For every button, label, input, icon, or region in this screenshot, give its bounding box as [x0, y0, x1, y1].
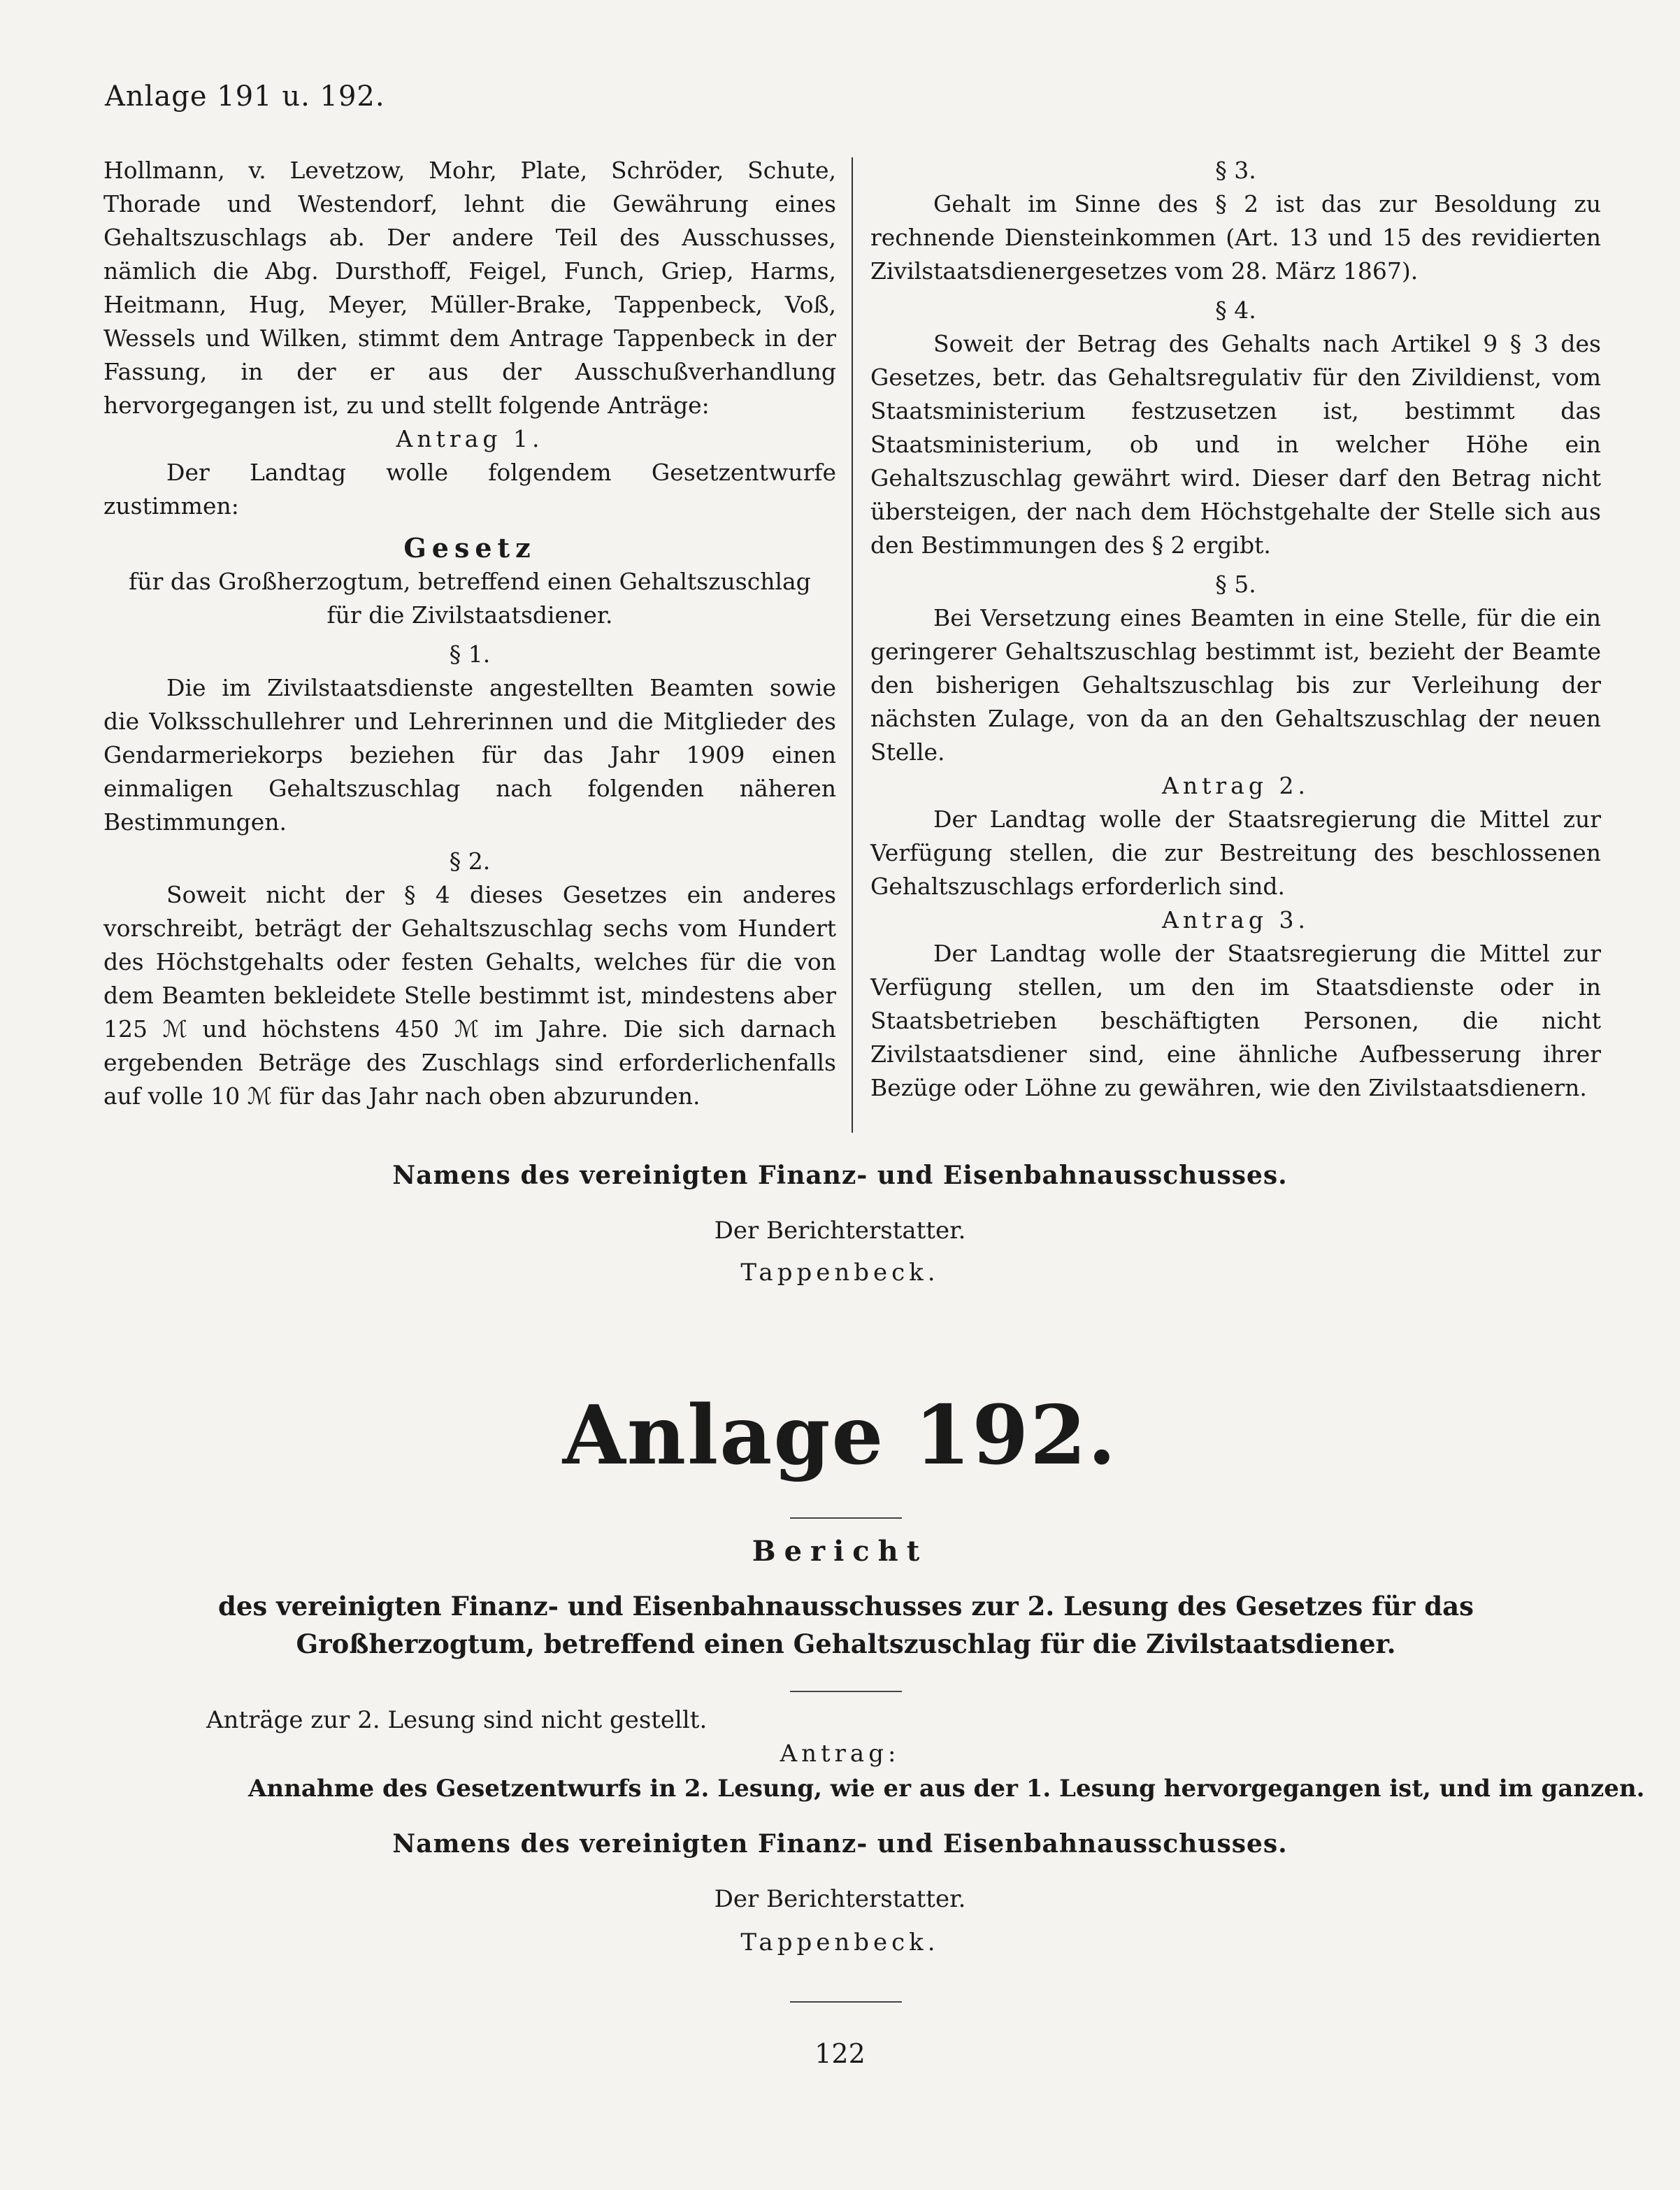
signature-name: Tappenbeck.	[740, 1928, 940, 1956]
paragraph: Gehalt im Sinne des § 2 ist das zur Besoldung zu rechnende Diensteinkommen (Art. 13 und 15 des revidierten Zivilstaatsdienergesetzes vom 28. März 1867).	[870, 190, 1601, 285]
section-heading: Antrag 2.	[1162, 772, 1309, 799]
divider	[790, 1691, 902, 1692]
motion-text: Annahme des Gesetzentwurfs in 2. Lesung, wie er aus der 1. Lesung hervorgegangen ist, und im ganzen.	[248, 1775, 1645, 1803]
page-header: Anlage 191 u. 192.	[105, 80, 385, 113]
column-divider	[852, 157, 853, 1133]
section-heading: § 3.	[1215, 157, 1256, 184]
paragraph: Der Landtag wolle folgendem Gesetzentwurfe zustimmen:	[103, 459, 836, 520]
appendix-title: Anlage 192.	[562, 1388, 1118, 1483]
right-column	[870, 154, 1601, 1105]
paragraph: Der Landtag wolle der Staatsregierung die Mittel zur Verfügung stellen, um den im Staatsdienste oder in Staatsbetrieben beschäftigten Personen, die nicht Zivilstaatsdiener sind, eine ähnliche Aufbesserung ihrer Bezüge oder Löhne zu gewähren, wie den Zivilstaatsdienern.	[870, 940, 1601, 1101]
page-number: 122	[814, 2038, 866, 2069]
section-heading: § 5.	[1215, 571, 1256, 598]
paragraph: Die im Zivilstaatsdienste angestellten Beamten sowie die Volksschullehrer und Lehrerinnen und die Mitglieder des Gendarmeriekorps beziehen für das Jahr 1909 einen einmaligen Gehaltszuschlag nach folgenden näheren Bestimmungen.	[103, 674, 836, 836]
report-heading: Bericht	[752, 1535, 928, 1568]
section-heading: § 4.	[1215, 296, 1256, 324]
law-subtitle: für das Großherzogtum, betreffend einen Gehaltszuschlag für die Zivilstaatsdiener.	[129, 568, 811, 629]
committee-signature: Namens des vereinigten Finanz- und Eisenbahnausschusses.	[392, 1829, 1288, 1859]
section-heading: § 1.	[449, 640, 491, 668]
section-heading: Antrag 1.	[396, 425, 544, 452]
left-column	[103, 154, 836, 1113]
law-heading: Gesetz	[403, 532, 536, 564]
paragraph: Soweit nicht der § 4 dieses Gesetzes ein anderes vorschreibt, beträgt der Gehaltszuschlag sechs vom Hundert des Höchstgehalts oder festen Gehalts, welches für die von dem Beamten bekleidete Stelle bestimmt ist, mindestens aber 125 ℳ und höchstens 450 ℳ im Jahre. Die sich darnach ergebenden Beträge des Zuschlags sind erforderlichenfalls auf volle 10 ℳ für das Jahr nach oben abzurunden.	[103, 881, 836, 1110]
section-heading: Antrag 3.	[1162, 906, 1309, 933]
paragraph: Bei Versetzung eines Beamten in eine Stelle, für die ein geringerer Gehaltszuschlag bestimmt ist, bezieht der Beamte den bisherigen Gehaltszuschlag bis zur Verleihung der nächsten Zulage, von da an den Gehaltszuschlag der neuen Stelle.	[870, 604, 1601, 766]
paragraph: Hollmann, v. Levetzow, Mohr, Plate, Schröder, Schute, Thorade und Westendorf, lehnt die Gewährung eines Gehaltszuschlags ab. Der andere Teil des Ausschusses, nämlich die Abg. Dursthoff, Feigel, Funch, Griep, Harms, Heitmann, Hug, Meyer, Müller-Brake, Tappenbeck, Voß, Wessels und Wilken, stimmt dem Antrage Tappenbeck in der Fassung, in der er aus der Ausschußverhandlung hervorgegangen ist, zu und stellt folgende Anträge:	[103, 157, 836, 419]
divider	[790, 1517, 902, 1519]
motion-label: Antrag:	[780, 1740, 900, 1768]
signature-name: Tappenbeck.	[740, 1259, 940, 1287]
committee-signature: Namens des vereinigten Finanz- und Eisenbahnausschusses.	[392, 1161, 1288, 1190]
signature-role: Der Berichterstatter.	[714, 1217, 966, 1245]
paragraph: Soweit der Betrag des Gehalts nach Artikel 9 § 3 des Gesetzes, betr. das Gehaltsregulativ für den Zivildienst, vom Staatsministerium festzusetzen ist, bestimmt das Staatsministerium, ob und in welcher Höhe ein Gehaltszuschlag gewährt wird. Dieser darf den Betrag nicht übersteigen, der nach dem Höchstgehalte der Stelle sich aus den Bestimmungen des § 2 ergibt.	[870, 330, 1601, 559]
section-heading: § 2.	[449, 847, 491, 875]
divider	[790, 2001, 902, 2003]
signature-role: Der Berichterstatter.	[714, 1885, 966, 1913]
report-title: des vereinigten Finanz- und Eisenbahnausschusses zur 2. Lesung des Gesetzes für das Großherzogtum, betreffend einen Gehaltszuschlag für die Zivilstaatsdiener.	[218, 1591, 1474, 1659]
paragraph: Der Landtag wolle der Staatsregierung die Mittel zur Verfügung stellen, die zur Bestreitung des beschlossenen Gehaltszuschlags erforderlich sind.	[870, 806, 1601, 900]
motions-note: Anträge zur 2. Lesung sind nicht gestellt.	[206, 1706, 708, 1734]
